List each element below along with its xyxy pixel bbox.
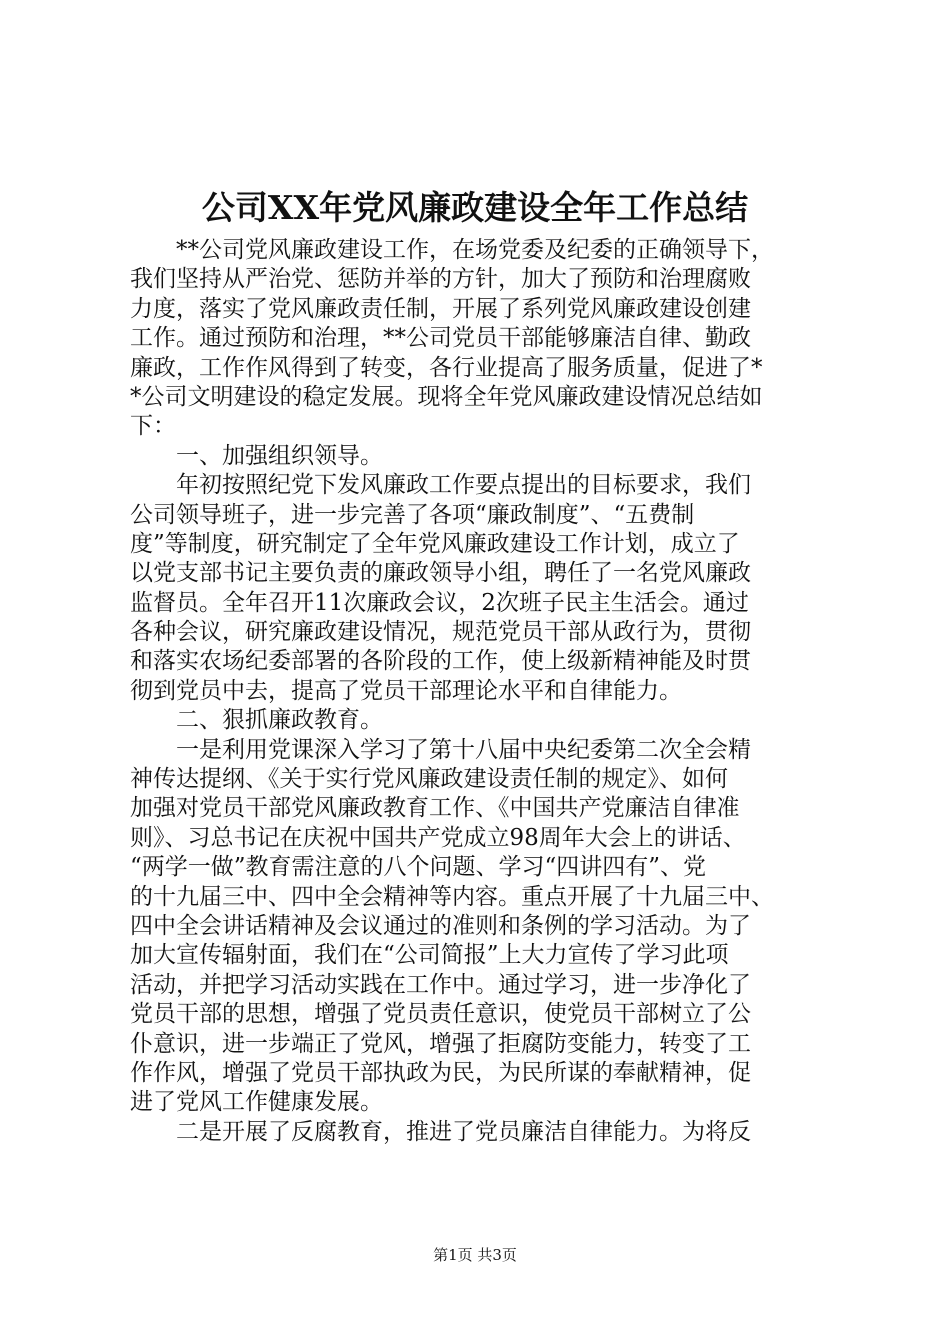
document-body: [130, 236, 830, 1147]
body-line: 度”等制度，研究制定了全年党风廉政建设工作计划，成立了: [130, 530, 740, 557]
body-line: 各种会议，研究廉政建设情况，规范党员干部从政行为，贯彻: [130, 619, 751, 646]
body-line: 则》、习总书记在庆祝中国共产党成立98周年大会上的讲话、: [130, 824, 746, 851]
body-line: 监督员。全年召开11次廉政会议，2次班子民主生活会。通过: [130, 589, 749, 616]
body-line: “两学一做”教育需注意的八个问题、学习“四讲四有”、党: [130, 854, 707, 881]
body-line: 活动，并把学习活动实践在工作中。通过学习，进一步净化了: [130, 971, 751, 998]
section-heading: 一、加强组织领导。: [176, 442, 383, 469]
body-line: 仆意识，进一步端正了党风，增强了拒腐防变能力，转变了工: [130, 1030, 751, 1057]
body-line: 加大宣传辐射面，我们在“公司简报”上大力宣传了学习此项: [130, 942, 729, 969]
document-title: 公司XX年党风廉政建设全年工作总结: [201, 188, 749, 227]
body-line: 下：: [130, 413, 176, 440]
body-line: 进了党风工作健康发展。: [130, 1089, 383, 1116]
page-number: 第1页 共3页: [433, 1246, 517, 1264]
body-line: 神传达提纲、《关于实行党风廉政建设责任制的规定》、如何: [130, 766, 728, 793]
body-line: 四中全会讲话精神及会议通过的准则和条例的学习活动。为了: [130, 912, 751, 939]
body-line: 二是开展了反腐教育，推进了党员廉洁自律能力。为将反: [176, 1118, 751, 1145]
body-line: 和落实农场纪委部署的各阶段的工作，使上级新精神能及时贯: [130, 648, 751, 675]
body-line: **公司党风廉政建设工作，在场党委及纪委的正确领导下，: [176, 237, 774, 263]
body-line: 的十九届三中、四中全会精神等内容。重点开展了十九届三中、: [130, 883, 774, 910]
body-line: 一是利用党课深入学习了第十八届中央纪委第二次全会精: [176, 736, 751, 763]
body-line: 工作。通过预防和治理，**公司党员干部能够廉洁自律、勤政: [130, 325, 751, 352]
body-line: 我们坚持从严治党、惩防并举的方针，加大了预防和治理腐败: [130, 266, 751, 293]
body-line: 彻到党员中去，提高了党员干部理论水平和自律能力。: [130, 677, 682, 704]
body-line: 党员干部的思想，增强了党员责任意识，使党员干部树立了公: [130, 1001, 751, 1028]
body-line: 廉政，工作作风得到了转变，各行业提高了服务质量，促进了*: [130, 354, 763, 381]
body-line: 作作风，增强了党员干部执政为民，为民所谋的奉献精神，促: [130, 1059, 751, 1086]
body-line: 公司领导班子，进一步完善了各项“廉政制度”、“五费制: [130, 501, 695, 528]
body-line: 加强对党员干部党风廉政教育工作、《中国共产党廉洁自律准: [130, 795, 740, 822]
section-heading: 二、狠抓廉政教育。: [176, 707, 383, 734]
body-line: *公司文明建设的稳定发展。现将全年党风廉政建设情况总结如: [130, 383, 763, 410]
body-line: 力度，落实了党风廉政责任制，开展了系列党风廉政建设创建: [130, 295, 751, 322]
body-line: 年初按照纪党下发风廉政工作要点提出的目标要求，我们: [176, 472, 751, 499]
body-line: 以党支部书记主要负责的廉政领导小组，聘任了一名党风廉政: [130, 560, 751, 587]
